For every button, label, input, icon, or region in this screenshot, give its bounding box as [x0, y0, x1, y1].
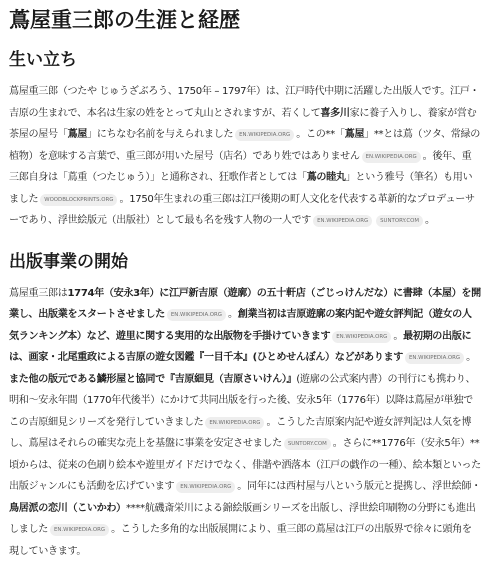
text-segment: 。こうした多角的な出版展開により、重三郎の蔦屋は江戸の出版界で徐々に頭角を現していきます。	[9, 524, 472, 557]
source-citation-chip[interactable]: WOODBLOCKPRINTS.ORG	[40, 194, 117, 206]
text-segment: 」**とは蔦（ツタ、常緑の植物）を意味する言葉で、重三郎が用いた屋号（店名）であり姓ではありません	[9, 129, 480, 162]
text-segment: 。さらに**1776年（安永5年）**頃からは、従来の色刷り絵本や遊里ガイドだけでなく、俳諧や洒落本（江戸の戯作の一種）、絵本類といった出版ジャンルにも活動を広げています	[9, 438, 481, 492]
page-title: 蔦屋重三郎の生涯と経歴	[9, 4, 481, 36]
source-citation-chip[interactable]: EN.WIKIPEDIA.ORG	[50, 524, 109, 536]
source-citation-chip[interactable]: EN.WIKIPEDIA.ORG	[176, 481, 235, 493]
bold-text: 喜多川	[320, 108, 349, 119]
bold-text: 蔦の睦丸	[307, 172, 346, 183]
source-citation-chip[interactable]: EN.WIKIPEDIA.ORG	[313, 215, 372, 227]
text-segment: 蔦屋重三郎は	[9, 288, 67, 299]
text-segment: ****航磯斎栄川による錦絵版画シリーズを出版し、浮世絵印刷物の分野にも進出しました	[9, 503, 476, 536]
text-segment: 」にちなむ名前を与えられました	[87, 129, 233, 140]
bold-text: 1774年（安永3年）に江戸新吉原（遊廓）の五十軒店（ごじっけんだな）に書肆（本屋）を開業し、出版業をスタートさせました	[9, 288, 481, 321]
paragraph-publishing-start	[9, 283, 481, 562]
source-citation-chip[interactable]: EN.WIKIPEDIA.ORG	[167, 309, 226, 321]
source-citation-chip[interactable]: EN.WIKIPEDIA.ORG	[405, 352, 464, 364]
paragraph-early-life	[9, 81, 481, 232]
source-citation-chip[interactable]: SUNTORY.COM	[284, 438, 331, 450]
text-segment: 。	[425, 215, 435, 226]
text-segment: 。	[393, 331, 403, 342]
text-segment: 。	[228, 309, 238, 320]
text-segment: 。こうした吉原案内記や遊女評判記は人気を博し、蔦屋はそれらの確実な売上を基盤に事業を安定させました	[9, 417, 471, 450]
bold-text: また他の版元である鱗形屋と協同で『吉原細見（吉原さいけん）』	[9, 374, 296, 385]
bold-text: 蔦屋	[345, 129, 365, 140]
text-segment: 家に養子入りし、養家が営む茶屋の屋号「	[9, 108, 476, 141]
bold-text: 鳥居派の恋川（こいかわ）	[9, 503, 126, 514]
section-heading-early-life: 生い立ち	[9, 47, 481, 73]
text-segment: 。同年には西村屋与八という版元と提携し、浮世絵師・	[237, 481, 481, 492]
text-segment: 。この**「	[296, 129, 344, 140]
text-segment: 」という雅号（筆名）も用いました	[9, 172, 472, 205]
bold-text: 創業当初は吉原遊廓の案内記や遊女評判記（遊女の人気ランキング本）など、遊里に関する実用的な出版物を手掛けていきます	[9, 309, 472, 342]
source-citation-chip[interactable]: SUNTORY.COM	[376, 215, 423, 227]
source-citation-chip[interactable]: EN.WIKIPEDIA.ORG	[362, 151, 421, 163]
text-segment: 。1750年生まれの重三郎は江戸後期の町人文化を代表する革新的なプロデューサーであり、浮世絵版元（出版社）として最も名を残す人物の一人です	[9, 194, 475, 227]
text-segment: 蔦屋重三郎（つたや じゅうざぶろう、1750年 – 1797年）は、江戸時代中期に活躍した出版人です。江戸・吉原の生まれで、本名は生家の姓をとって丸山とされますが、若くして	[9, 86, 479, 119]
text-segment: 。	[466, 352, 476, 363]
section-heading-publishing-start: 出版事業の開始	[9, 249, 481, 275]
bold-text: 最初期の出版には、画家・北尾重政による吉原の遊女図鑑『一目千本』(ひとめせんぼん）などがあります	[9, 331, 471, 364]
source-citation-chip[interactable]: EN.WIKIPEDIA.ORG	[332, 331, 391, 343]
text-segment: (遊廓の公式案内書）の刊行にも携わり、明和〜安永年間（1770年代後半）にかけて共同出版を行った後、安永5年（1776年）以降は蔦屋が単独でこの吉原細見シリーズを発行していきました	[9, 374, 475, 428]
text-segment: 。後年、重三郎自身は「蔦重（つたじゅう）」と通称され、狂歌作者としては「	[9, 151, 471, 184]
source-citation-chip[interactable]: EN.WIKIPEDIA.ORG	[205, 417, 264, 429]
bold-text: 蔦屋	[67, 129, 87, 140]
source-citation-chip[interactable]: EN.WIKIPEDIA.ORG	[235, 129, 294, 141]
